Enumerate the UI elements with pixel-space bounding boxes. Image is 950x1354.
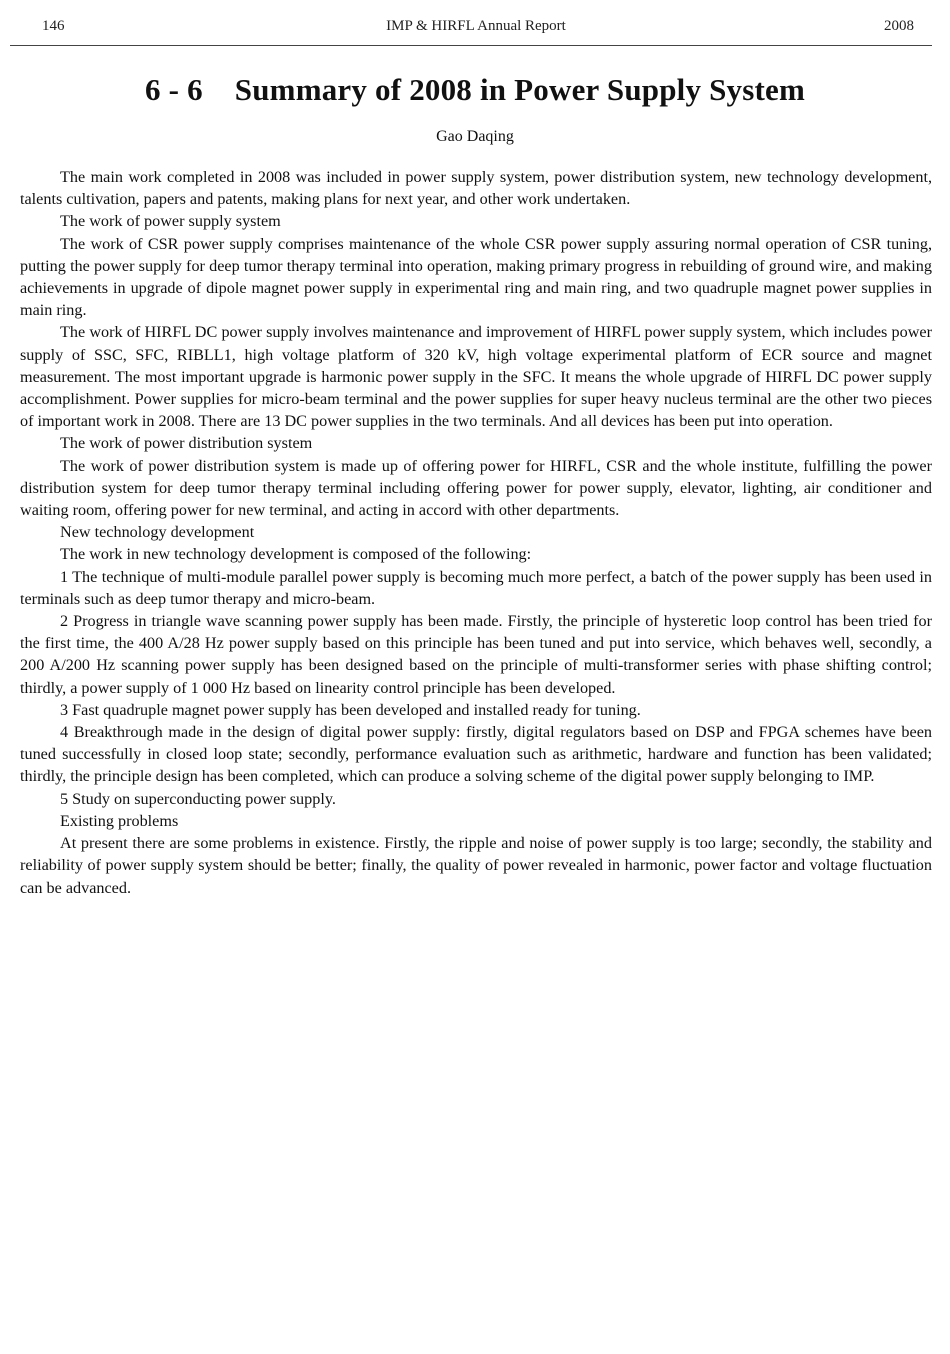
article-body	[20, 166, 932, 899]
author: Gao Daqing	[436, 128, 514, 145]
paragraph-distribution: The work of power distribution system is made up of offering power for HIRFL, CSR and the whole institute, fulfilling the power distribution system for deep tumor therapy terminal including offering power for power supply, elevator, lighting, air conditioner and waiting room, offering power for new terminal, and acting in accord with other departments.	[20, 456, 932, 520]
running-header	[20, 18, 932, 40]
list-item: 3 Fast quadruple magnet power supply has been developed and installed ready for tuning.	[60, 700, 641, 719]
paragraph-new-tech-intro: The work in new technology development is composed of the following:	[60, 545, 532, 564]
page-number: 146	[42, 18, 65, 34]
section-heading-problems: Existing problems	[60, 811, 179, 830]
paragraph-csr: The work of CSR power supply comprises maintenance of the whole CSR power supply assuring normal operation of CSR tuning, putting the power supply for deep tumor therapy terminal into operation, making primary progress in rebuilding of ground wire, and making achievements in upgrade of dipole magnet power supply in experimental ring and main ring, and two quadruple magnet power supplies in main ring.	[20, 234, 932, 320]
article-title	[0, 72, 950, 108]
header-divider	[10, 45, 932, 46]
report-year: 2008	[884, 18, 914, 34]
paragraph-intro: The main work completed in 2008 was included in power supply system, power distribution system, new technology development, talents cultivation, papers and patents, making plans for next year, and other work undertaken.	[20, 168, 932, 209]
list-item: 4 Breakthrough made in the design of digital power supply: firstly, digital regulators based on DSP and FPGA schemes have been tuned successfully in closed loop state; secondly, performance evaluation such as arithmetic, hardware and function has been validated; thirdly, the principle design has been completed, which can produce a solving scheme of the digital power supply belonging to IMP.	[20, 723, 932, 786]
list-item: 5 Study on superconducting power supply.	[60, 789, 336, 808]
article-number: 6 - 6	[144, 72, 203, 107]
section-heading-power-supply: The work of power supply system	[60, 212, 281, 231]
list-item: 1 The technique of multi-module parallel power supply is becoming much more perfect, a batch of the power supply has been used in terminals such as deep tumor therapy and micro-beam.	[20, 567, 932, 608]
section-heading-new-tech: New technology development	[60, 523, 255, 542]
section-heading-distribution: The work of power distribution system	[60, 434, 313, 453]
journal-title: IMP & HIRFL Annual Report	[386, 18, 566, 34]
article-title-text: Summary of 2008 in Power Supply System	[234, 72, 806, 107]
list-item: 2 Progress in triangle wave scanning power supply has been made. Firstly, the principle of hysteretic loop control has been tried for the first time, the 400 A/28 Hz power supply based on this principle has been tuned and put into service, which behaves well, secondly, a 200 A/200 Hz scanning power supply has been designed based on the principle of multi-transformer series with phase shifting control; thirdly, a power supply of 1 000 Hz based on linearity control principle has been developed.	[20, 612, 932, 697]
paragraph-problems: At present there are some problems in existence. Firstly, the ripple and noise of power supply is too large; secondly, the stability and reliability of power supply system should be better; finally, the quality of power revealed in harmonic, power factor and voltage fluctuation can be advanced.	[20, 834, 932, 897]
paragraph-hirfl-dc: The work of HIRFL DC power supply involves maintenance and improvement of HIRFL power supply system, which includes power supply of SSC, SFC, RIBLL1, high voltage platform of 320 kV, high voltage experimental platform of ECR source and magnet measurement. The most important upgrade is harmonic power supply in the SFC. It means the whole upgrade of HIRFL DC power supply accomplishment. Power supplies for micro-beam terminal and the power supplies for super heavy nucleus terminal are the other two pieces of important work in 2008. There are 13 DC power supplies in the two terminals. And all devices has been put into operation.	[20, 323, 932, 431]
